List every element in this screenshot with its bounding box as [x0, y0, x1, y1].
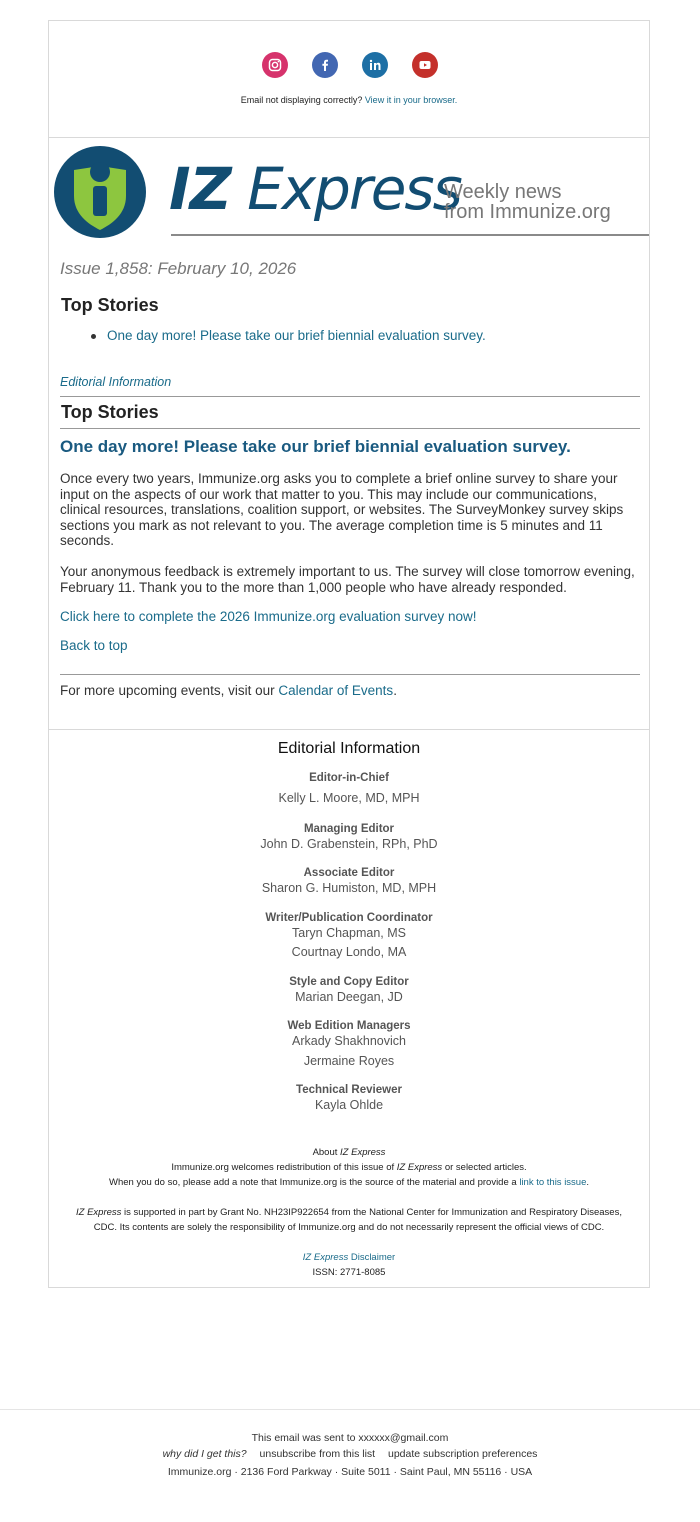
back-to-top-link[interactable]: Back to top	[60, 638, 128, 653]
story-title: One day more! Please take our brief biennial evaluation survey.	[60, 437, 571, 456]
person-name: Kelly L. Moore, MD, MPH	[278, 791, 420, 805]
note-end: .	[586, 1177, 590, 1188]
editorial-title: Editorial Information	[277, 740, 421, 757]
tagline-line-1: Weekly news	[444, 181, 562, 203]
survey-cta-link[interactable]: Click here to complete the 2026 Immunize.org evaluation survey now!	[60, 609, 477, 624]
issn: ISSN: 2771-8085	[312, 1267, 386, 1278]
youtube-icon[interactable]	[412, 52, 438, 78]
about-line	[49, 1145, 649, 1160]
update-preferences-link[interactable]: update subscription preferences	[388, 1448, 538, 1460]
person-name: Sharon G. Humiston, MD, MPH	[261, 881, 437, 895]
events-end: .	[393, 683, 397, 698]
person-name: John D. Grabenstein, RPh, PhD	[260, 837, 438, 851]
person-name: Taryn Chapman, MS	[292, 926, 406, 940]
role-label: Web Edition Managers	[287, 1020, 411, 1032]
grant-line-2: CDC. Its contents are solely the responsibility of Immunize.org and do not necessarily represent the official views of CDC.	[93, 1222, 605, 1233]
bullet-icon	[91, 334, 96, 339]
about-title: IZ Express	[340, 1147, 386, 1158]
role-label: Style and Copy Editor	[289, 976, 409, 988]
header-rule	[171, 234, 649, 236]
story-paragraph-2: Your anonymous feedback is extremely important to us. The survey will close tomorrow evening, February 11. Thank you to the more than 1,000 people who have already responded.	[60, 564, 635, 595]
calendar-of-events-link[interactable]: Calendar of Events	[278, 683, 394, 698]
view-in-browser-link[interactable]: View it in your browser.	[364, 95, 458, 105]
footer-links	[0, 1448, 700, 1460]
instagram-icon[interactable]	[262, 52, 288, 78]
divider	[60, 428, 640, 429]
sent-to: This email was sent to xxxxxx@gmail.com	[251, 1432, 449, 1444]
redistribute-text-1: Immunize.org welcomes redistribution of this issue of	[171, 1162, 395, 1173]
redistribute-title: IZ Express	[396, 1162, 443, 1173]
disclaimer-text: Disclaimer	[350, 1252, 396, 1263]
masthead	[49, 138, 649, 242]
role-label: Managing Editor	[303, 823, 395, 835]
iz-express-wordmark	[169, 155, 461, 223]
events-line	[60, 683, 640, 699]
person-name: Jermaine Royes	[303, 1054, 395, 1068]
about-text: About	[312, 1147, 338, 1158]
browser-notice	[49, 95, 649, 105]
note-line	[49, 1175, 649, 1190]
redistribute-text-2: or selected articles.	[444, 1162, 527, 1173]
divider	[60, 674, 640, 675]
notice-text: Email not displaying correctly?	[240, 95, 363, 105]
toc-heading: Top Stories	[61, 295, 159, 315]
linkedin-icon[interactable]	[362, 52, 388, 78]
section-heading: Top Stories	[61, 402, 159, 422]
grant-title: IZ Express	[76, 1207, 122, 1218]
redistribution-line	[49, 1160, 649, 1175]
person-name: Marian Deegan, JD	[295, 990, 403, 1004]
disclaimer-title: IZ Express	[302, 1252, 349, 1263]
facebook-icon[interactable]	[312, 52, 338, 78]
disclaimer-line	[49, 1250, 649, 1265]
brand-express: Express	[247, 155, 461, 223]
note-text: When you do so, please add a note that Immunize.org is the source of the material and provide a	[108, 1177, 517, 1188]
role-label: Writer/Publication Coordinator	[265, 912, 433, 924]
person-name: Arkady Shakhnovich	[292, 1034, 406, 1048]
editorial-info-link[interactable]: Editorial Information	[60, 375, 172, 389]
email-footer	[0, 1409, 700, 1522]
tagline-line-2: from Immunize.org	[444, 201, 611, 223]
tagline	[444, 182, 611, 222]
divider	[60, 396, 640, 397]
unsubscribe-link[interactable]: unsubscribe from this list	[259, 1448, 376, 1460]
person-name: Courtnay Londo, MA	[291, 945, 407, 959]
email-card	[48, 20, 650, 1288]
link-to-issue[interactable]: link to this issue	[519, 1177, 587, 1188]
issue-line: Issue 1,858: February 10, 2026	[60, 259, 297, 278]
grant-text: is supported in part by Grant No. NH23IP922654 from the National Center for Immunization and Respiratory Diseases,	[124, 1207, 622, 1218]
story-paragraph-1: Once every two years, Immunize.org asks you to complete a brief online survey to share your input on the aspects of our work that matter to you. This may include our communications, clinical resources, translations, coalition support, or websites. The SurveyMonkey survey skips sections you mark as not relevant to you. The average completion time is 5 minutes and 11 seconds.	[60, 471, 624, 548]
disclaimer-link[interactable]	[303, 1252, 395, 1263]
grant-line-1	[49, 1205, 649, 1220]
person-name: Kayla Ohlde	[314, 1098, 384, 1112]
brand-iz: IZ	[169, 155, 231, 223]
social-bar	[49, 21, 649, 138]
immunize-logo	[54, 146, 146, 238]
why-link[interactable]: why did I get this?	[162, 1448, 247, 1460]
role-label: Editor-in-Chief	[309, 772, 389, 784]
role-label: Associate Editor	[303, 867, 395, 879]
role-label: Technical Reviewer	[296, 1084, 402, 1096]
postal-address: Immunize.org · 2136 Ford Parkway · Suite 5011 · Saint Paul, MN 55116 · USA	[167, 1466, 533, 1478]
events-text: For more upcoming events, visit our	[60, 683, 275, 698]
toc-item-survey[interactable]: One day more! Please take our brief biennial evaluation survey.	[107, 328, 486, 343]
editorial-section	[49, 729, 649, 1288]
